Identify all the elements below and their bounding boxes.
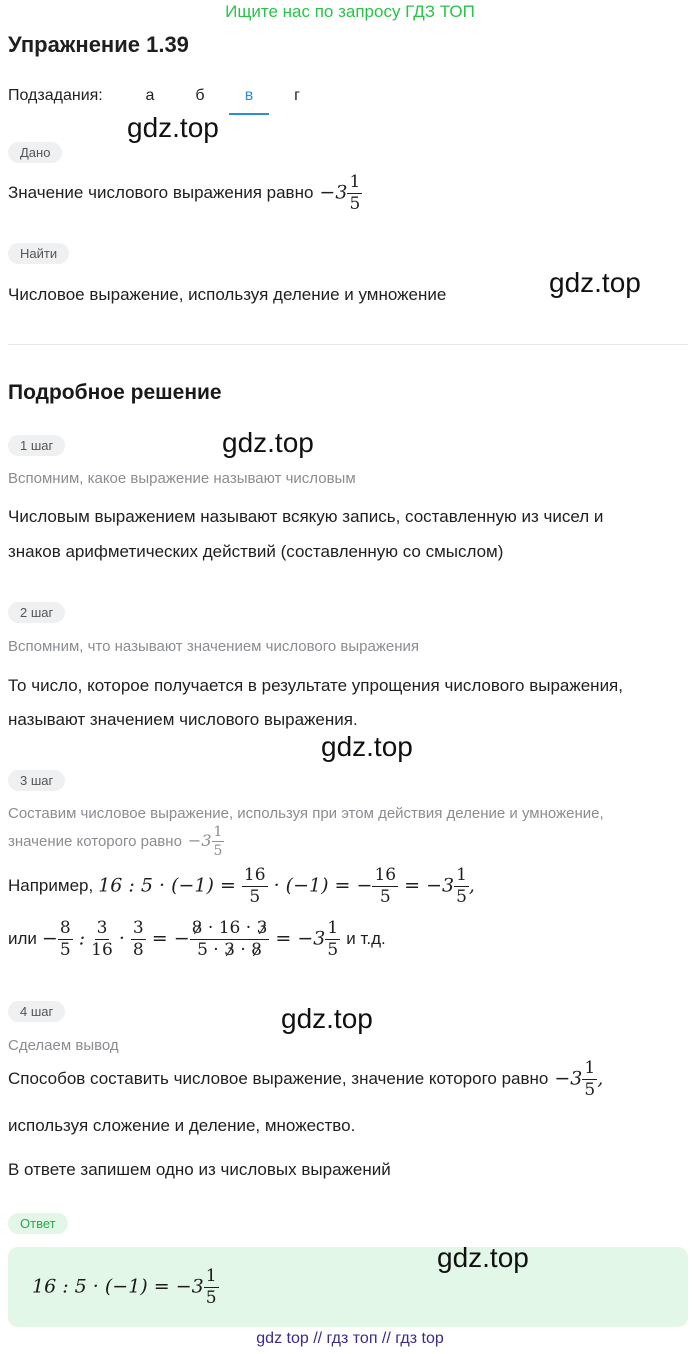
step-badge: 4 шаг <box>8 1001 65 1022</box>
step-text-line: То число, которое получается в результате упрощения числового выражения, <box>8 676 623 695</box>
footer-links[interactable]: gdz top // гдз топ // гдз top <box>256 1330 444 1347</box>
tab-g[interactable]: г <box>294 87 300 104</box>
conclusion-text: Способов составить числовое выражение, значение которого равно <box>8 1069 549 1089</box>
active-tab-indicator <box>229 113 269 115</box>
step-hint: значение которого равно <box>8 833 182 850</box>
expression-1: 16 : 5 · (−1) = $\frac{16}{5}$ · (−1) = − $\frac{16}{5}$ = −3 $\frac{1}{5}$ , <box>98 865 475 907</box>
example-line-1 <box>8 867 475 906</box>
answer-badge: Ответ <box>8 1213 68 1234</box>
tab-a[interactable]: а <box>145 87 155 104</box>
watermark: gdz.top <box>281 1003 373 1034</box>
or-prefix: или <box>8 929 37 949</box>
find-text: Числовое выражение, используя деление и умножение <box>8 285 447 304</box>
step-hint-value <box>8 825 224 858</box>
expression-2: − $\frac{8}{5}$ : $\frac{3}{16}$ · $\frac{3}{8}$ = − $\frac{8 \cdot 16 \cdot 3}{5 \cdot 3 \cdot 8}$ = −3 $\frac{1}{5}$ <box>41 918 339 960</box>
example-prefix: Например, <box>8 876 94 896</box>
answer-math: 16 : 5 · (−1) = −3 $\frac{1}{5}$ <box>32 1266 217 1308</box>
solution-title: Подробное решение <box>8 381 222 404</box>
step-text-line: называют значением числового выражения. <box>8 710 358 729</box>
step-badge: 3 шаг <box>8 770 65 791</box>
step-hint: Составим числовое выражение, используя при этом действия деление и умножение, <box>8 805 604 822</box>
section-divider <box>8 344 688 345</box>
watermark: gdz.top <box>437 1242 529 1273</box>
step-badge: 2 шаг <box>8 602 65 623</box>
conclusion-line-1 <box>8 1060 603 1099</box>
tab-b[interactable]: б <box>195 87 205 104</box>
step-hint: Сделаем вывод <box>8 1037 119 1054</box>
watermark: gdz.top <box>321 731 413 762</box>
etc-text: и т.д. <box>346 929 386 949</box>
answer-expression <box>32 1268 219 1307</box>
step-text-line: знаков арифметических действий (составленную со смыслом) <box>8 542 504 561</box>
given-badge: Дано <box>8 142 62 163</box>
watermark: gdz.top <box>222 427 314 458</box>
conclusion-text: используя сложение и деление, множество. <box>8 1116 356 1135</box>
step-hint: Вспомним, что называют значением числового выражения <box>8 638 419 655</box>
search-banner[interactable]: Ищите нас по запросу ГДЗ ТОП <box>225 2 475 21</box>
given-statement <box>8 174 362 213</box>
watermark: gdz.top <box>127 112 219 143</box>
hint-value: −3 $\frac{1}{5}$ <box>187 824 223 859</box>
tab-v[interactable]: в <box>244 87 254 104</box>
conclusion-text: В ответе запишем одно из числовых выражений <box>8 1160 391 1179</box>
given-value: −3 $\frac{1}{5}$ <box>319 172 361 214</box>
step-text-line: Числовым выражением называют всякую запись, составленную из чисел и <box>8 507 604 526</box>
watermark: gdz.top <box>549 267 641 298</box>
step-hint: Вспомним, какое выражение называют числовым <box>8 470 356 487</box>
given-text: Значение числового выражения равно <box>8 183 314 203</box>
example-line-2 <box>8 920 386 959</box>
subtasks-label: Подзадания: <box>8 87 103 104</box>
page-title: Упражнение 1.39 <box>8 32 189 57</box>
conclusion-value: −3 $\frac{1}{5}$ , <box>554 1058 604 1100</box>
find-badge: Найти <box>8 243 69 264</box>
step-badge: 1 шаг <box>8 435 65 456</box>
